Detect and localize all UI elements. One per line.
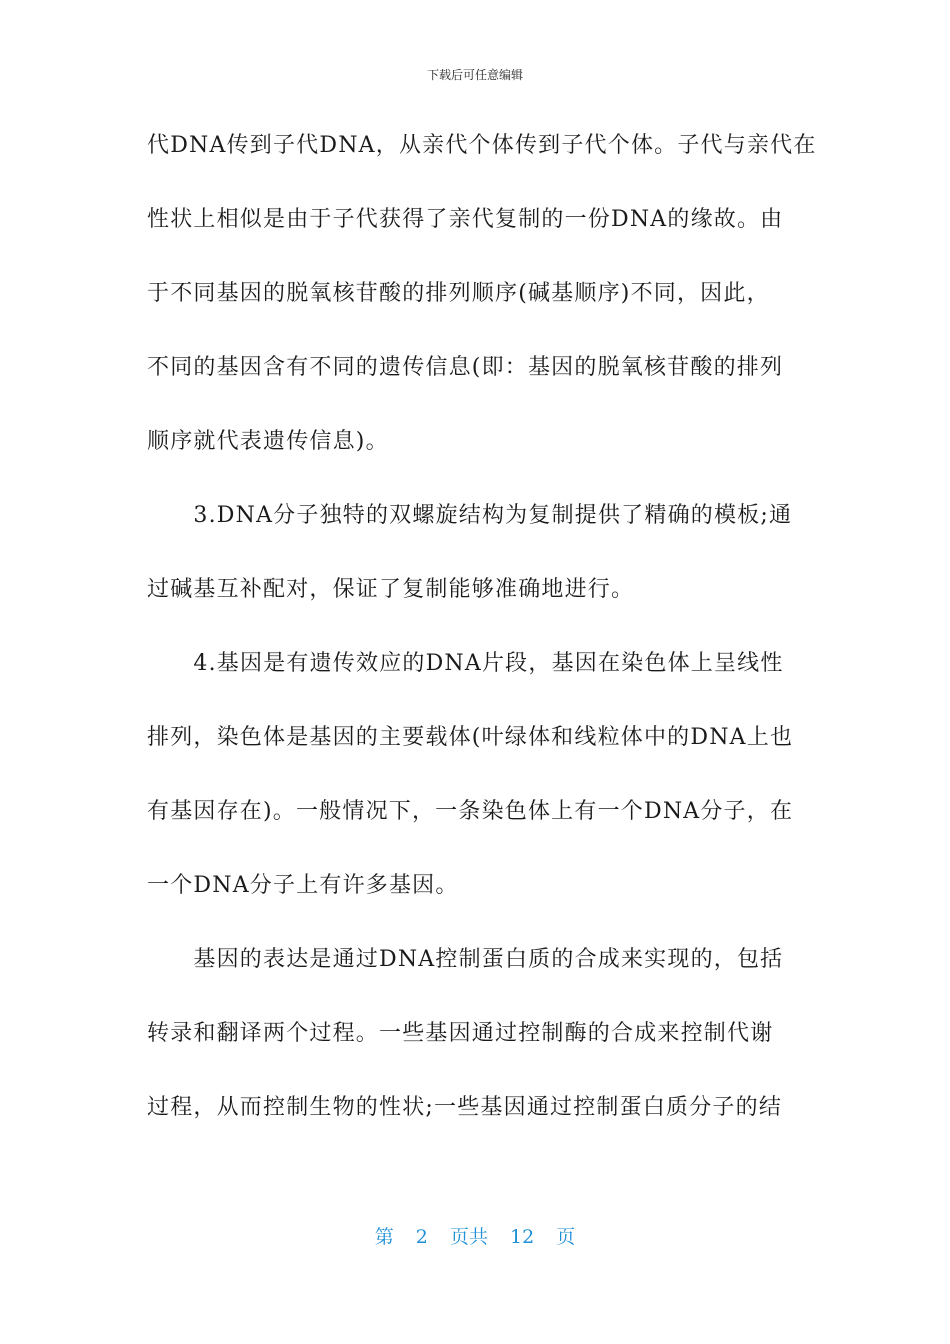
page-label-middle: 页共 — [449, 1226, 488, 1248]
page-label-suffix: 页 — [556, 1226, 576, 1248]
text-line: 顺序就代表遗传信息)。 — [147, 429, 389, 454]
header-note: 下载后可任意编辑 — [426, 68, 523, 82]
text-line: 不同的基因含有不同的遗传信息(即：基因的脱氧核苷酸的排列 — [147, 355, 784, 380]
text-line: 过程，从而控制生物的性状;一些基因通过控制蛋白质分子的结 — [147, 1095, 783, 1120]
page-label-prefix: 第 — [374, 1226, 394, 1248]
text-line: 一个DNA分子上有许多基因。 — [147, 873, 459, 898]
text-line: 3.DNA分子独特的双螺旋结构为复制提供了精确的模板;通 — [147, 503, 793, 528]
page-total: 12 — [510, 1226, 535, 1248]
page-footer — [0, 1222, 950, 1249]
text-line: 于不同基因的脱氧核苷酸的排列顺序(碱基顺序)不同，因此， — [147, 281, 770, 306]
text-line: 4.基因是有遗传效应的DNA片段，基因在染色体上呈线性 — [147, 651, 784, 676]
text-line: 基因的表达是通过DNA控制蛋白质的合成来实现的，包括 — [147, 947, 784, 972]
page-current: 2 — [415, 1226, 428, 1248]
text-line: 排列，染色体是基因的主要载体(叶绿体和线粒体中的DNA上也 — [147, 725, 794, 750]
text-line: 代DNA传到子代DNA，从亲代个体传到子代个体。子代与亲代在 — [147, 133, 817, 158]
text-line: 有基因存在)。一般情况下，一条染色体上有一个DNA分子，在 — [147, 799, 794, 824]
document-body — [147, 120, 817, 1156]
text-line: 过碱基互补配对，保证了复制能够准确地进行。 — [147, 577, 635, 602]
text-line: 转录和翻译两个过程。一些基因通过控制酶的合成来控制代谢 — [147, 1021, 774, 1046]
text-line: 性状上相似是由于子代获得了亲代复制的一份DNA的缘故。由 — [147, 207, 784, 232]
